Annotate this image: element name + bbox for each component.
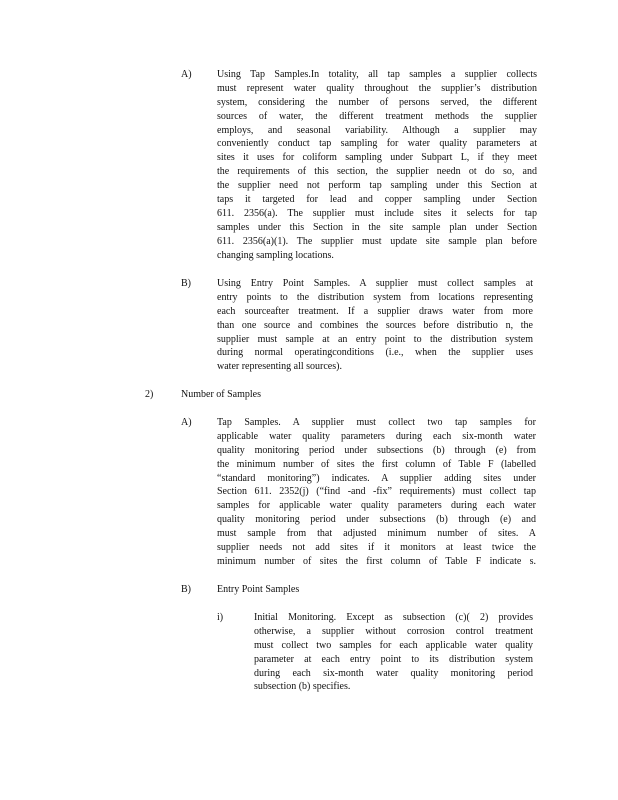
text-line: water representing all sources). — [217, 361, 342, 373]
tap-samples-count-paragraph — [217, 416, 536, 569]
text-line: the minimum number of sites the first column of Table F (labelled — [217, 458, 536, 470]
item-label-i: i) — [217, 612, 224, 623]
text-line: employs, and seasonal variability. Although a supplier may — [217, 124, 537, 136]
text-line: during each six-month water quality monitoring period — [254, 667, 533, 679]
subheading-entry-point-samples: Entry Point Samples — [217, 584, 300, 595]
text-line: must collect two samples for each applicable water quality — [254, 639, 533, 651]
text-line: minimum number of sites the first column of Table F indicate s. — [217, 555, 536, 567]
text-line: changing sampling locations. — [217, 249, 334, 261]
text-line: supplier must sample at an entry point to the distribution system — [217, 333, 533, 345]
text-line: quality monitoring period under subsections (b) through (e) from — [217, 444, 536, 456]
text-line: entry points to the distribution system from locations representing — [217, 291, 533, 303]
text-line: during normal operatingconditions (i.e., when the supplier uses — [217, 347, 533, 359]
text-line: the supplier need not perform tap sampling under this Section at — [217, 180, 537, 192]
entry-point-paragraph — [217, 277, 533, 374]
text-line: Tap Samples. A supplier must collect two tap samples for — [217, 417, 536, 428]
text-line: samples for applicable water quality parameters during each water — [217, 500, 536, 512]
text-line: must represent water quality throughout the supplier’s distribution — [217, 82, 537, 94]
item-label-2: 2) — [145, 389, 154, 400]
text-line: than one source and combines the sources before distributio n, the — [217, 319, 533, 331]
item-label-b: B) — [181, 584, 191, 595]
text-line: Section 611. 2352(j) (“find -and -fix” requirements) must collect tap — [217, 486, 536, 498]
text-line: Using Tap Samples.In totality, all tap samples a supplier collects — [217, 69, 537, 80]
text-line: samples under this Section in the site sample plan under Section — [217, 221, 537, 233]
text-line: parameter at each entry point to its distribution system — [254, 653, 533, 665]
tap-samples-paragraph — [217, 68, 537, 262]
item-label-a: A) — [181, 69, 192, 80]
text-line: sites it uses for coliform sampling under Subpart L, if they meet — [217, 152, 537, 164]
text-line: quality monitoring period under subsections (b) through (e) and — [217, 514, 536, 526]
initial-monitoring-paragraph — [254, 611, 533, 694]
item-label-a: A) — [181, 417, 192, 428]
text-line: must sample from that adjusted minimum number of sites. A — [217, 528, 536, 540]
text-line: “standard monitoring”) indicates. A supplier adding sites under — [217, 472, 536, 484]
text-line: 611. 2356(a). The supplier must include sites it selects for tap — [217, 207, 537, 219]
text-line: system, considering the number of persons served, the different — [217, 96, 537, 108]
section-heading-number-of-samples: Number of Samples — [181, 389, 261, 400]
text-line: Using Entry Point Samples. A supplier must collect samples at — [217, 278, 533, 289]
text-line: taps it targeted for lead and copper sampling under Section — [217, 194, 537, 206]
text-line: 611. 2356(a)(1). The supplier must update site sample plan before — [217, 235, 537, 247]
text-line: the requirements of this section, the supplier needn ot do so, and — [217, 166, 537, 178]
text-line: subsection (b) specifies. — [254, 681, 351, 693]
text-line: Initial Monitoring. Except as subsection (c)( 2) provides — [254, 612, 533, 623]
text-line: conveniently conduct tap sampling for water quality parameters at — [217, 138, 537, 150]
text-line: sources of water, the different treatment methods the supplier — [217, 110, 537, 122]
text-line: otherwise, a supplier without corrosion control treatment — [254, 625, 533, 637]
text-line: applicable water quality parameters during each six-month water — [217, 430, 536, 442]
text-line: each sourceafter treatment. If a supplier draws water from more — [217, 305, 533, 317]
text-line: supplier needs not add sites if it monitors at least twice the — [217, 542, 536, 554]
item-label-b: B) — [181, 278, 191, 289]
